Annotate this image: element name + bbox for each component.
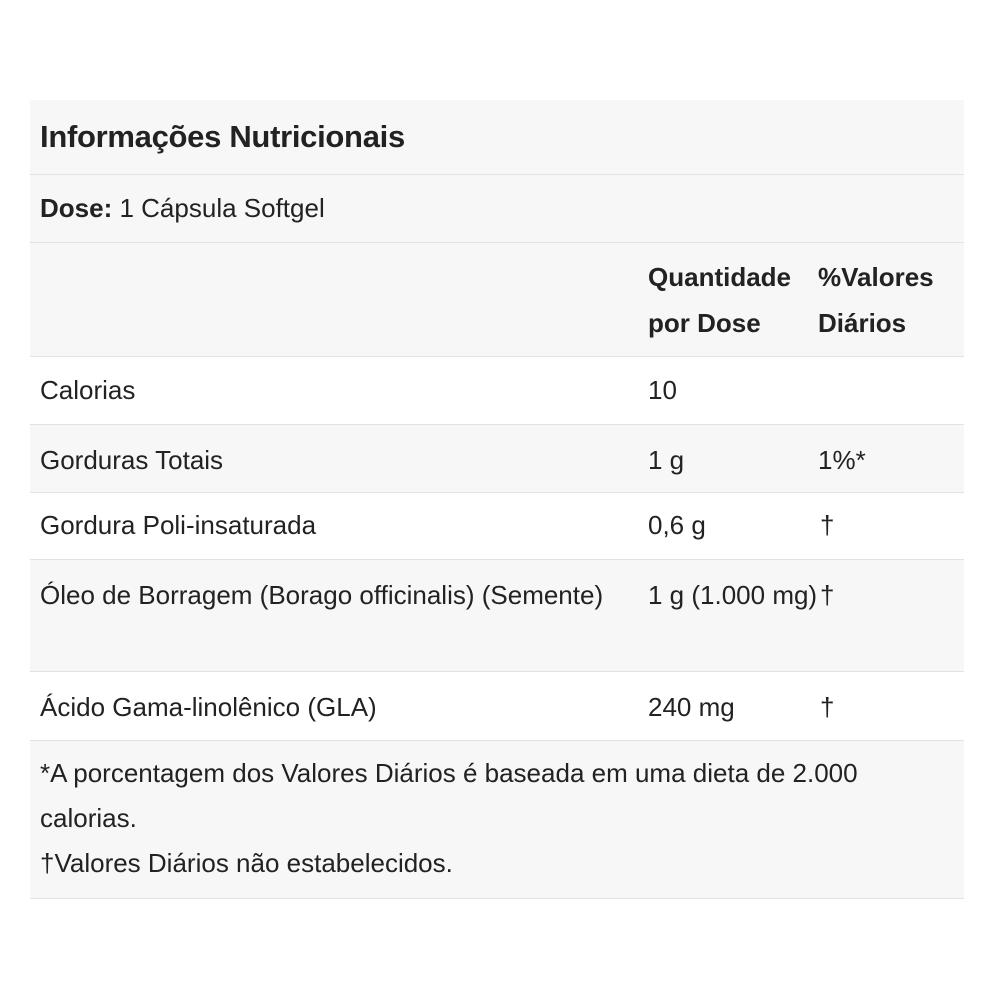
- nutrient-daily-value: †: [818, 671, 964, 740]
- nutrition-facts-panel: [30, 100, 964, 899]
- title-row: [30, 100, 964, 175]
- nutrient-amount: 1 g (1.000 mg): [638, 559, 818, 671]
- nutrient-amount: 0,6 g: [638, 492, 818, 559]
- table-row: [30, 671, 964, 740]
- nutrient-daily-value: [818, 356, 964, 424]
- nutrient-name: Gorduras Totais: [30, 424, 638, 492]
- nutrition-table: [30, 243, 964, 741]
- dose-value: 1 Cápsula Softgel: [112, 193, 325, 223]
- column-header-daily-value: %Valores Diários: [818, 243, 964, 356]
- nutrient-name: Ácido Gama-linolênico (GLA): [30, 671, 638, 740]
- nutrient-amount: 1 g: [638, 424, 818, 492]
- nutrient-daily-value: †: [818, 559, 964, 671]
- footnote-not-established: †Valores Diários não estabelecidos.: [40, 847, 453, 878]
- nutrient-name: Calorias: [30, 356, 638, 424]
- table-row: [30, 356, 964, 424]
- nutrient-name: Gordura Poli-insaturada: [30, 492, 638, 559]
- column-header-amount: Quantidade por Dose: [638, 243, 818, 356]
- dose-row: [30, 175, 964, 243]
- dose-label: Dose:: [40, 193, 113, 223]
- table-row: [30, 492, 964, 559]
- column-header-nutrient: [30, 243, 638, 356]
- page-title: Informações Nutricionais: [40, 119, 405, 154]
- nutrient-daily-value: †: [818, 492, 964, 559]
- nutrient-daily-value: 1%*: [818, 424, 964, 492]
- nutrient-amount: 240 mg: [638, 671, 818, 740]
- table-row: [30, 424, 964, 492]
- footnote-daily-value-basis: *A porcentagem dos Valores Diários é baseada em uma dieta de 2.000 calorias.: [40, 757, 858, 833]
- footnotes: [30, 741, 964, 899]
- nutrient-amount: 10: [638, 356, 818, 424]
- table-header-row: [30, 243, 964, 356]
- table-row: [30, 559, 964, 671]
- nutrient-name: Óleo de Borragem (Borago officinalis) (Semente): [30, 559, 638, 671]
